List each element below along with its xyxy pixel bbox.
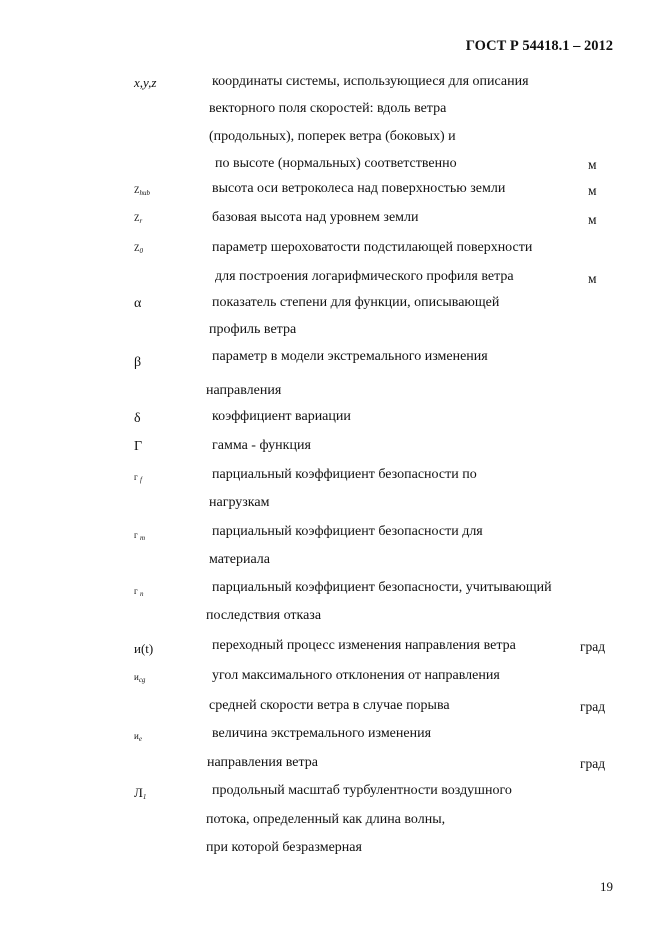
definition-line: координаты системы, использующиеся для описания bbox=[212, 74, 529, 89]
unit-label: град bbox=[580, 756, 606, 771]
symbol: г $_n$ bbox=[134, 586, 144, 598]
unit-label: град bbox=[580, 699, 606, 714]
symbol: и(t) bbox=[134, 641, 154, 656]
symbol: α bbox=[134, 296, 142, 311]
definition-line: средней скорости ветра в случае порыва bbox=[209, 698, 450, 713]
definition-line: параметр шероховатости подстилающей поверхности bbox=[212, 240, 533, 255]
unit-label: м bbox=[588, 183, 597, 198]
definition-line: нагрузкам bbox=[209, 495, 270, 510]
symbol: $и_{cg}$ bbox=[134, 672, 146, 684]
definition-line: (продольных), поперек ветра (боковых) и bbox=[209, 129, 456, 144]
unit-label: м bbox=[588, 271, 597, 286]
definition-line: показатель степени для функции, описывающей bbox=[212, 295, 500, 310]
definition-line: последствия отказа bbox=[206, 608, 322, 623]
symbol: $Л_1$ bbox=[134, 785, 147, 801]
symbol: β bbox=[134, 355, 142, 370]
definition-line: высота оси ветроколеса над поверхностью земли bbox=[212, 181, 506, 196]
definition-line: направления bbox=[206, 383, 282, 398]
definition-line: направления ветра bbox=[207, 755, 319, 770]
standard-header: ГОСТ Р 54418.1 – 2012 bbox=[465, 38, 613, 54]
definition-line: при которой безразмерная bbox=[206, 840, 362, 855]
definition-line: переходный процесс изменения направления ветра bbox=[212, 638, 516, 653]
page-number: 19 bbox=[600, 879, 613, 894]
definition-line: парциальный коэффициент безопасности для bbox=[212, 524, 483, 539]
unit-label: м bbox=[588, 157, 597, 172]
symbol: $Z_r$ bbox=[134, 213, 143, 225]
definition-line: парциальный коэффициент безопасности, учитывающий bbox=[212, 580, 552, 595]
definition-line: гамма - функция bbox=[212, 438, 311, 453]
definition-line: угол максимального отклонения от направления bbox=[212, 668, 500, 683]
symbol: $и_e$ bbox=[134, 731, 142, 743]
definition-line: векторного поля скоростей: вдоль ветра bbox=[209, 101, 447, 116]
definition-line: потока, определенный как длина волны, bbox=[206, 812, 446, 827]
definition-line: по высоте (нормальных) соответственно bbox=[215, 156, 457, 171]
symbol: $Z_{hub}$ bbox=[134, 185, 150, 197]
definition-line: профиль ветра bbox=[209, 322, 297, 337]
definition-line: величина экстремального изменения bbox=[212, 726, 432, 741]
definition-line: продольный масштаб турбулентности воздушного bbox=[212, 783, 512, 798]
symbol: δ bbox=[134, 411, 141, 426]
definition-line: материала bbox=[209, 552, 270, 567]
symbol: г $_f$ bbox=[134, 472, 142, 484]
unit-label: град bbox=[580, 639, 606, 654]
symbol: г $_m$ bbox=[134, 530, 146, 542]
definition-line: коэффициент вариации bbox=[212, 409, 351, 424]
symbol: x,y,z bbox=[134, 75, 157, 90]
symbol: Г bbox=[134, 439, 143, 454]
definition-line: базовая высота над уровнем земли bbox=[212, 210, 419, 225]
definition-line: для построения логарифмического профиля ветра bbox=[215, 269, 514, 284]
symbol: $Z_0$ bbox=[134, 243, 143, 255]
definition-line: параметр в модели экстремального изменения bbox=[212, 349, 488, 364]
definition-line: парциальный коэффициент безопасности по bbox=[212, 467, 477, 482]
unit-label: м bbox=[588, 212, 597, 227]
